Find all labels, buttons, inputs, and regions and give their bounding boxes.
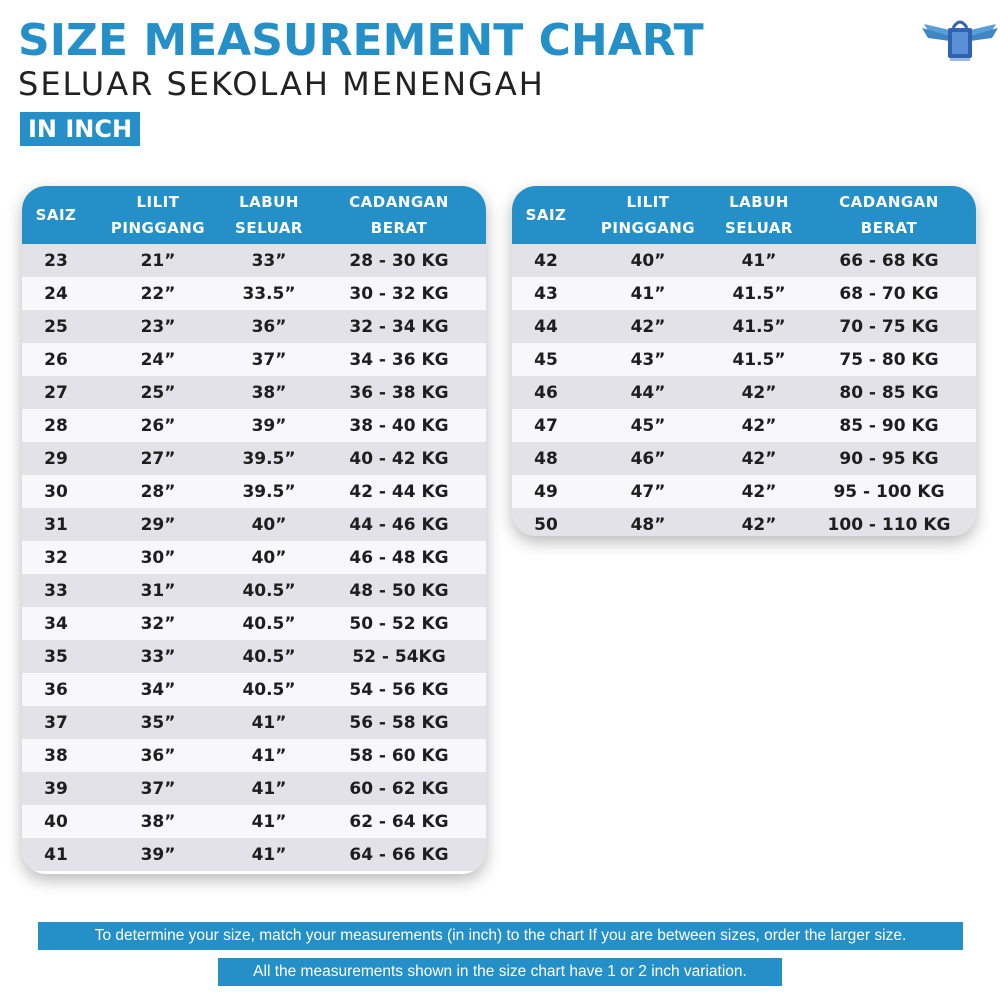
page-title: SIZE MEASUREMENT CHART [18,15,704,66]
cell-saiz: 37 [44,712,68,733]
cell-labuh-seluar: 41.5” [732,349,786,370]
table-row [512,376,976,409]
table-row [512,343,976,376]
cell-cadangan-berat: 80 - 85 KG [839,382,939,403]
cell-saiz: 47 [534,415,558,436]
cell-cadangan-berat: 50 - 52 KG [349,613,449,634]
cell-lilit-pinggang: 28” [140,481,176,502]
cell-lilit-pinggang: 39” [140,844,176,865]
cell-labuh-seluar: 41.5” [732,316,786,337]
cell-cadangan-berat: 36 - 38 KG [349,382,449,403]
cell-labuh-seluar: 42” [741,514,777,535]
table-row [22,607,486,640]
cell-labuh-seluar: 38” [251,382,287,403]
cell-lilit-pinggang: 32” [140,613,176,634]
cell-saiz: 24 [44,283,68,304]
cell-cadangan-berat: 48 - 50 KG [349,580,449,601]
column-header-saiz: SAIZ [35,206,77,224]
cell-lilit-pinggang: 40” [630,250,666,271]
cell-lilit-pinggang: 25” [140,382,176,403]
cell-labuh-seluar: 36” [251,316,287,337]
table-row [22,772,486,805]
table-row [22,838,486,871]
shopping-bag-wings-icon [920,14,1000,64]
table-header [22,186,486,244]
table-row [22,805,486,838]
table-row [22,541,486,574]
cell-saiz: 31 [44,514,68,535]
cell-lilit-pinggang: 29” [140,514,176,535]
cell-cadangan-berat: 56 - 58 KG [349,712,449,733]
table-body [22,244,486,871]
cell-cadangan-berat: 75 - 80 KG [839,349,939,370]
cell-cadangan-berat: 52 - 54KG [352,646,446,667]
cell-saiz: 48 [534,448,558,469]
cell-lilit-pinggang: 35” [140,712,176,733]
cell-cadangan-berat: 60 - 62 KG [349,778,449,799]
cell-labuh-seluar: 33.5” [242,283,296,304]
cell-labuh-seluar: 39.5” [242,481,296,502]
table-row [22,277,486,310]
cell-cadangan-berat: 34 - 36 KG [349,349,449,370]
cell-lilit-pinggang: 26” [140,415,176,436]
cell-labuh-seluar: 42” [741,448,777,469]
table-row [22,442,486,475]
table-row [512,409,976,442]
table-row [22,508,486,541]
table-row [512,442,976,475]
footer-note-size-advice: To determine your size, match your measurements (in inch) to the chart If you are between sizes, order the larger size. [38,922,963,950]
cell-lilit-pinggang: 37” [140,778,176,799]
cell-saiz: 29 [44,448,68,469]
cell-labuh-seluar: 39” [251,415,287,436]
cell-saiz: 27 [44,382,68,403]
column-header-saiz: SAIZ [525,206,567,224]
cell-lilit-pinggang: 21” [140,250,176,271]
unit-badge: IN INCH [20,112,140,146]
table-row [22,706,486,739]
cell-saiz: 26 [44,349,68,370]
table-row [512,508,976,536]
cell-lilit-pinggang: 47” [630,481,666,502]
cell-lilit-pinggang: 31” [140,580,176,601]
cell-saiz: 49 [534,481,558,502]
cell-cadangan-berat: 70 - 75 KG [839,316,939,337]
cell-labuh-seluar: 41.5” [732,283,786,304]
cell-saiz: 43 [534,283,558,304]
cell-saiz: 41 [44,844,68,865]
column-header-lilit-pinggang: LILIT PINGGANG [110,193,206,237]
table-row [512,310,976,343]
cell-lilit-pinggang: 48” [630,514,666,535]
table-row [512,244,976,277]
cell-cadangan-berat: 38 - 40 KG [349,415,449,436]
cell-saiz: 25 [44,316,68,337]
table-row [22,475,486,508]
table-row [22,673,486,706]
cell-lilit-pinggang: 42” [630,316,666,337]
cell-lilit-pinggang: 22” [140,283,176,304]
cell-saiz: 28 [44,415,68,436]
cell-labuh-seluar: 33” [251,250,287,271]
cell-saiz: 42 [534,250,558,271]
table-header [512,186,976,244]
table-row [22,574,486,607]
cell-saiz: 36 [44,679,68,700]
cell-lilit-pinggang: 24” [140,349,176,370]
cell-labuh-seluar: 39.5” [242,448,296,469]
size-table-left [22,186,486,874]
cell-labuh-seluar: 40.5” [242,646,296,667]
cell-saiz: 32 [44,547,68,568]
cell-cadangan-berat: 58 - 60 KG [349,745,449,766]
cell-saiz: 46 [534,382,558,403]
cell-cadangan-berat: 90 - 95 KG [839,448,939,469]
cell-cadangan-berat: 68 - 70 KG [839,283,939,304]
cell-labuh-seluar: 40.5” [242,580,296,601]
cell-saiz: 39 [44,778,68,799]
cell-lilit-pinggang: 34” [140,679,176,700]
page-subtitle: SELUAR SEKOLAH MENENGAH [18,65,545,103]
table-row [512,277,976,310]
cell-saiz: 33 [44,580,68,601]
cell-cadangan-berat: 66 - 68 KG [839,250,939,271]
cell-saiz: 34 [44,613,68,634]
table-row [22,343,486,376]
cell-labuh-seluar: 41” [251,745,287,766]
cell-labuh-seluar: 40” [251,514,287,535]
cell-cadangan-berat: 42 - 44 KG [349,481,449,502]
cell-saiz: 45 [534,349,558,370]
table-row [22,376,486,409]
cell-lilit-pinggang: 38” [140,811,176,832]
cell-labuh-seluar: 42” [741,415,777,436]
cell-lilit-pinggang: 46” [630,448,666,469]
cell-labuh-seluar: 41” [251,844,287,865]
cell-saiz: 44 [534,316,558,337]
cell-labuh-seluar: 41” [251,712,287,733]
cell-labuh-seluar: 40.5” [242,613,296,634]
cell-labuh-seluar: 41” [251,811,287,832]
cell-saiz: 50 [534,514,558,535]
cell-lilit-pinggang: 41” [630,283,666,304]
column-header-labuh-seluar: LABUH SELUAR [725,193,793,237]
table-row [512,475,976,508]
cell-saiz: 38 [44,745,68,766]
cell-cadangan-berat: 46 - 48 KG [349,547,449,568]
cell-lilit-pinggang: 44” [630,382,666,403]
cell-lilit-pinggang: 36” [140,745,176,766]
cell-cadangan-berat: 44 - 46 KG [349,514,449,535]
cell-cadangan-berat: 100 - 110 KG [827,514,951,535]
table-row [22,310,486,343]
cell-lilit-pinggang: 30” [140,547,176,568]
column-header-cadangan-berat: CADANGAN BERAT [349,193,449,237]
cell-cadangan-berat: 54 - 56 KG [349,679,449,700]
cell-lilit-pinggang: 43” [630,349,666,370]
table-row [22,244,486,277]
cell-lilit-pinggang: 33” [140,646,176,667]
column-header-lilit-pinggang: LILIT PINGGANG [600,193,696,237]
cell-labuh-seluar: 40” [251,547,287,568]
cell-saiz: 40 [44,811,68,832]
cell-cadangan-berat: 62 - 64 KG [349,811,449,832]
cell-cadangan-berat: 40 - 42 KG [349,448,449,469]
cell-labuh-seluar: 41” [741,250,777,271]
cell-cadangan-berat: 32 - 34 KG [349,316,449,337]
cell-labuh-seluar: 41” [251,778,287,799]
cell-lilit-pinggang: 45” [630,415,666,436]
column-header-labuh-seluar: LABUH SELUAR [235,193,303,237]
table-body [512,244,976,536]
cell-saiz: 30 [44,481,68,502]
cell-saiz: 35 [44,646,68,667]
size-table-right [512,186,976,536]
cell-saiz: 23 [44,250,68,271]
cell-cadangan-berat: 30 - 32 KG [349,283,449,304]
cell-cadangan-berat: 95 - 100 KG [833,481,945,502]
table-row [22,409,486,442]
cell-lilit-pinggang: 27” [140,448,176,469]
column-header-cadangan-berat: CADANGAN BERAT [839,193,939,237]
table-row [22,739,486,772]
table-row [22,640,486,673]
cell-lilit-pinggang: 23” [140,316,176,337]
cell-cadangan-berat: 85 - 90 KG [839,415,939,436]
footer-note-variation: All the measurements shown in the size chart have 1 or 2 inch variation. [218,958,782,986]
cell-labuh-seluar: 42” [741,481,777,502]
cell-cadangan-berat: 64 - 66 KG [349,844,449,865]
cell-cadangan-berat: 28 - 30 KG [349,250,449,271]
cell-labuh-seluar: 42” [741,382,777,403]
cell-labuh-seluar: 40.5” [242,679,296,700]
cell-labuh-seluar: 37” [251,349,287,370]
